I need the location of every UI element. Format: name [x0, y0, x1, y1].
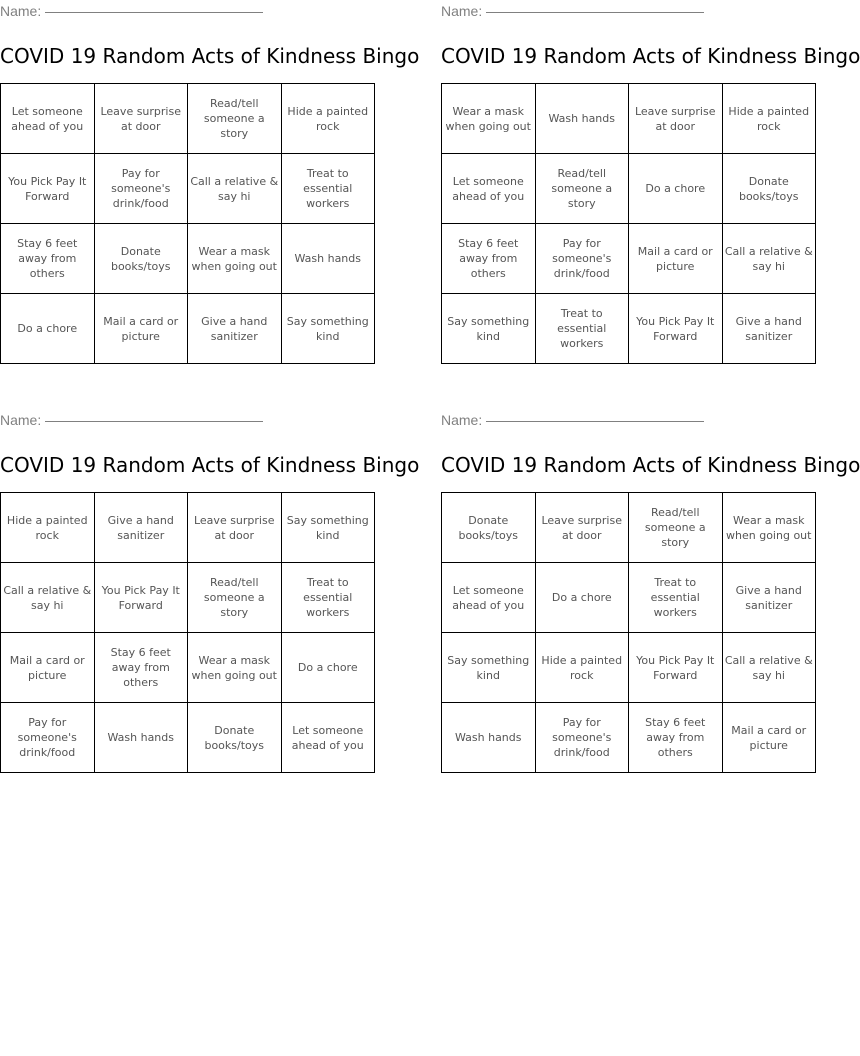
bingo-cell: Treat to essential workers: [629, 563, 723, 633]
bingo-cell: Wear a mask when going out: [722, 493, 816, 563]
bingo-cell: Stay 6 feet away from others: [629, 703, 723, 773]
grid-row: [442, 633, 816, 703]
grid-row: [1, 294, 375, 364]
bingo-cell: Read/tell someone a story: [629, 493, 723, 563]
bingo-cell: Stay 6 feet away from others: [442, 224, 536, 294]
bingo-cell: Give a hand sanitizer: [722, 294, 816, 364]
bingo-cell: Donate books/toys: [442, 493, 536, 563]
bingo-cell: Do a chore: [281, 633, 375, 703]
bingo-cell: Mail a card or picture: [94, 294, 188, 364]
bingo-cell: Say something kind: [442, 633, 536, 703]
bingo-cell: Do a chore: [629, 154, 723, 224]
bingo-cell: Let someone ahead of you: [442, 563, 536, 633]
bingo-cell: Hide a painted rock: [535, 633, 629, 703]
bingo-cell: Mail a card or picture: [629, 224, 723, 294]
bingo-card-2: [441, 0, 860, 350]
card-title: COVID 19 Random Acts of Kindness Bingo: [0, 453, 420, 477]
name-field[interactable]: [441, 0, 816, 22]
bingo-cell: Call a relative & say hi: [722, 224, 816, 294]
bingo-cell: Say something kind: [281, 294, 375, 364]
bingo-cell: Read/tell someone a story: [535, 154, 629, 224]
grid-row: [1, 703, 375, 773]
bingo-cell: Donate books/toys: [722, 154, 816, 224]
bingo-cell: Leave surprise at door: [188, 493, 282, 563]
bingo-cell: Pay for someone's drink/food: [535, 224, 629, 294]
bingo-cell: Call a relative & say hi: [188, 154, 282, 224]
bingo-cell: Donate books/toys: [188, 703, 282, 773]
grid-row: [442, 154, 816, 224]
bingo-cell: Wash hands: [281, 224, 375, 294]
bingo-cell: Stay 6 feet away from others: [94, 633, 188, 703]
name-label: Name:: [441, 412, 483, 428]
bingo-cell: Wear a mask when going out: [188, 224, 282, 294]
name-field[interactable]: [0, 409, 375, 431]
bingo-cell: Let someone ahead of you: [1, 84, 95, 154]
bingo-cell: Read/tell someone a story: [188, 563, 282, 633]
bingo-cell: You Pick Pay It Forward: [629, 633, 723, 703]
grid-row: [442, 493, 816, 563]
bingo-cell: Treat to essential workers: [281, 563, 375, 633]
bingo-cell: Wear a mask when going out: [188, 633, 282, 703]
bingo-cell: Let someone ahead of you: [442, 154, 536, 224]
bingo-card-4: [441, 409, 860, 759]
bingo-grid: [0, 492, 375, 773]
grid-row: [1, 224, 375, 294]
name-underline[interactable]: [486, 11, 704, 13]
grid-row: [1, 154, 375, 224]
grid-row: [442, 703, 816, 773]
card-title: COVID 19 Random Acts of Kindness Bingo: [441, 44, 860, 68]
name-label: Name:: [441, 3, 483, 19]
bingo-cell: Read/tell someone a story: [188, 84, 282, 154]
bingo-cell: Wash hands: [94, 703, 188, 773]
bingo-cell: Wash hands: [535, 84, 629, 154]
bingo-cell: Call a relative & say hi: [1, 563, 95, 633]
bingo-cell: Mail a card or picture: [722, 703, 816, 773]
bingo-cell: Pay for someone's drink/food: [535, 703, 629, 773]
bingo-cell: Give a hand sanitizer: [94, 493, 188, 563]
bingo-cell: Leave surprise at door: [94, 84, 188, 154]
bingo-card-3: [0, 409, 420, 759]
bingo-cell: You Pick Pay It Forward: [94, 563, 188, 633]
grid-row: [1, 633, 375, 703]
bingo-cell: Give a hand sanitizer: [722, 563, 816, 633]
name-field[interactable]: [0, 0, 375, 22]
grid-row: [1, 563, 375, 633]
bingo-cell: Do a chore: [535, 563, 629, 633]
bingo-cell: Give a hand sanitizer: [188, 294, 282, 364]
bingo-cell: Let someone ahead of you: [281, 703, 375, 773]
bingo-cell: Say something kind: [442, 294, 536, 364]
bingo-cell: Leave surprise at door: [535, 493, 629, 563]
grid-row: [442, 294, 816, 364]
grid-row: [442, 224, 816, 294]
bingo-cell: Hide a painted rock: [281, 84, 375, 154]
name-underline[interactable]: [45, 11, 263, 13]
bingo-cell: Pay for someone's drink/food: [1, 703, 95, 773]
bingo-cell: Donate books/toys: [94, 224, 188, 294]
bingo-card-1: [0, 0, 420, 343]
name-underline[interactable]: [45, 420, 263, 422]
bingo-cell: Call a relative & say hi: [722, 633, 816, 703]
bingo-grid: [441, 492, 816, 773]
bingo-cell: You Pick Pay It Forward: [629, 294, 723, 364]
bingo-cell: Stay 6 feet away from others: [1, 224, 95, 294]
bingo-grid: [441, 83, 816, 364]
grid-row: [442, 563, 816, 633]
bingo-cell: Hide a painted rock: [722, 84, 816, 154]
grid-row: [442, 84, 816, 154]
bingo-cell: Do a chore: [1, 294, 95, 364]
bingo-cell: Mail a card or picture: [1, 633, 95, 703]
bingo-cell: Wash hands: [442, 703, 536, 773]
name-label: Name:: [0, 3, 42, 19]
name-underline[interactable]: [486, 420, 704, 422]
grid-row: [1, 493, 375, 563]
bingo-cell: Hide a painted rock: [1, 493, 95, 563]
name-field[interactable]: [441, 409, 816, 431]
card-title: COVID 19 Random Acts of Kindness Bingo: [0, 44, 420, 68]
bingo-cell: Say something kind: [281, 493, 375, 563]
bingo-cell: Pay for someone's drink/food: [94, 154, 188, 224]
card-title: COVID 19 Random Acts of Kindness Bingo: [441, 453, 860, 477]
bingo-cell: Leave surprise at door: [629, 84, 723, 154]
bingo-cell: Treat to essential workers: [535, 294, 629, 364]
grid-row: [1, 84, 375, 154]
bingo-cell: Wear a mask when going out: [442, 84, 536, 154]
name-label: Name:: [0, 412, 42, 428]
bingo-cell: You Pick Pay It Forward: [1, 154, 95, 224]
bingo-grid: [0, 83, 375, 364]
bingo-cell: Treat to essential workers: [281, 154, 375, 224]
